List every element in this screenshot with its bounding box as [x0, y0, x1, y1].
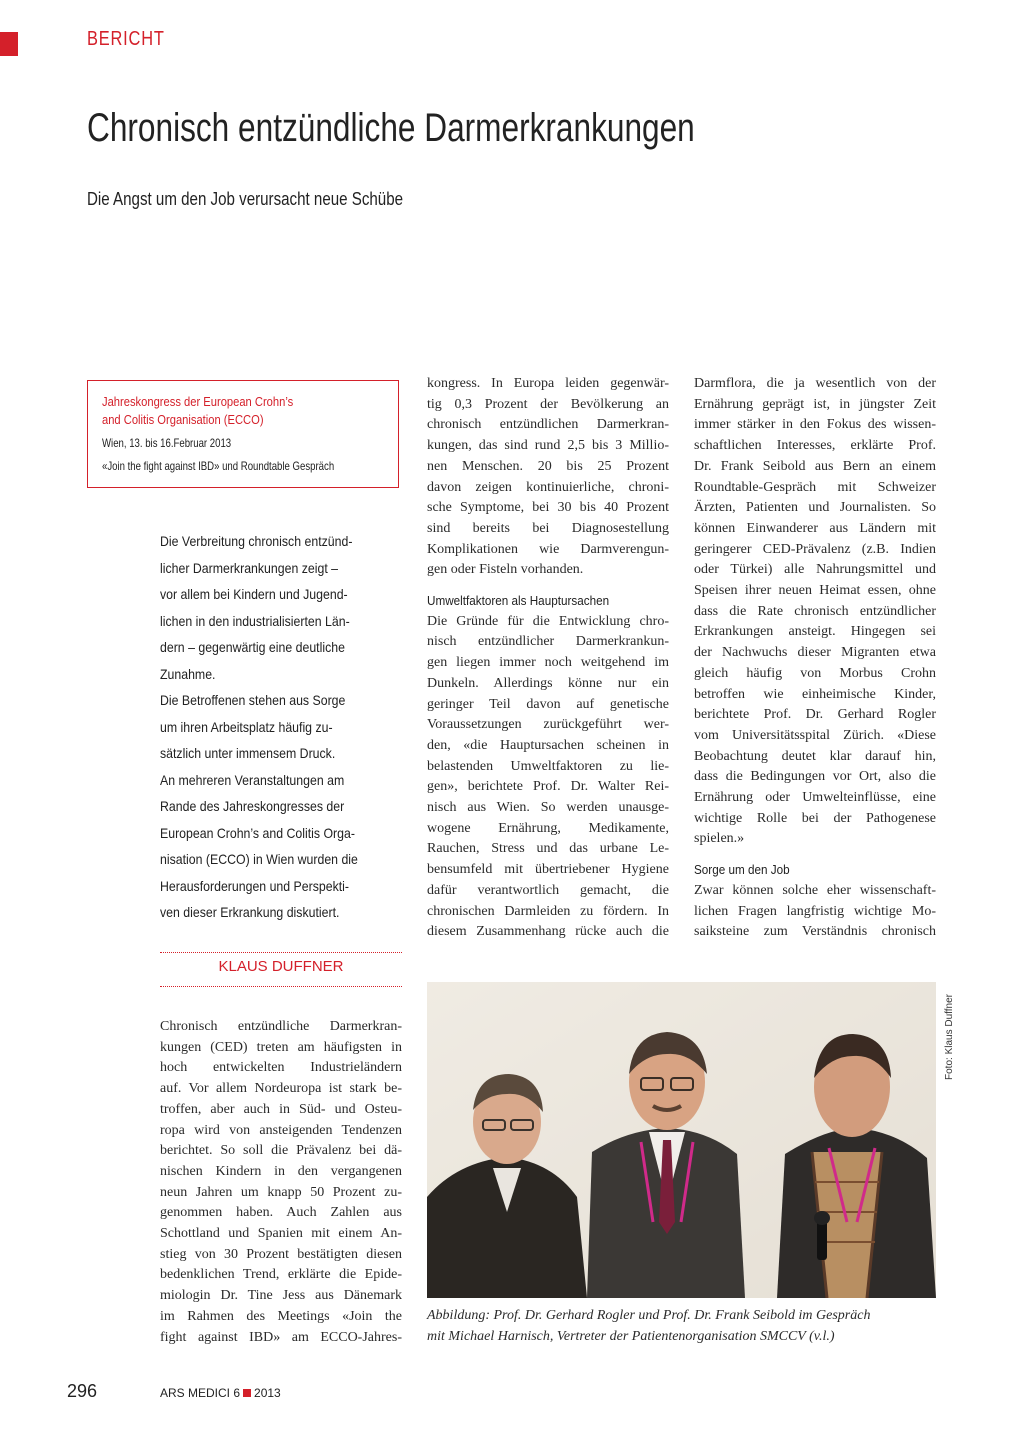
text-line: dern – gegenwärtig eine deutliche	[160, 639, 345, 655]
lead-p1	[160, 528, 402, 687]
section-marker	[0, 32, 18, 56]
text-line: betroffen wie einheimische Kinder,	[694, 686, 936, 702]
text-line: Dunkeln. Allerdings könne nur ein	[427, 675, 669, 691]
text-line: Darmflora, die ja wesentlich von der	[694, 376, 936, 391]
text-line: Speisen ihrer neuen Heimat essen, ohne	[694, 583, 936, 599]
author-byline: KLAUS DUFFNER	[218, 958, 344, 975]
text-line: Voraussetzungen zurückgeführt wer-	[427, 717, 669, 733]
text-line: Beobachtung deutet klar darauf hin,	[694, 748, 936, 764]
article-subtitle: Die Angst um den Job verursacht neue Schübe	[87, 189, 404, 209]
text-line: bedenklichen Trend, erklärte die Epide-	[160, 1267, 402, 1283]
text-line: dass die Bedingungen vor Ort, also die	[694, 769, 936, 785]
text-line: spielen.»	[694, 831, 745, 847]
journal-name: ARS MEDICI 6	[160, 1386, 241, 1400]
text-line: European Crohn’s and Colitis Orga-	[160, 824, 355, 841]
text-line: wogene Ernährung, Medikamente,	[427, 820, 669, 836]
text-line: um ihren Arbeitsplatz häufig zu-	[160, 718, 333, 735]
event-infobox	[87, 380, 399, 488]
text-line: troffen, aber auch in Süd- und Osteu-	[160, 1101, 402, 1117]
text-line: den, «die Hauptursachen scheinen in	[427, 737, 669, 753]
caption-line: mit Michael Harnisch, Vertreter der Patientenorganisation SMCCV (v.l.)	[427, 1329, 835, 1344]
text-line: schaftlichen Interesses, erklärte Prof.	[694, 438, 936, 454]
text-line: lichen in den industrialisierten Län-	[160, 612, 350, 629]
text-line: Rande des Jahreskongresses der	[160, 798, 345, 814]
infobox-date: Wien, 13. bis 16.Februar 2013	[102, 436, 232, 450]
text-line: Zunahme.	[160, 665, 216, 682]
text-line: Schottland und Spanien mit einem An-	[160, 1226, 402, 1242]
text-line: Roundtable-Gespräch mit Schweizer	[694, 479, 936, 495]
text-line: auf. Vor allem Nordeuropa ist stark be-	[160, 1081, 402, 1097]
text-line: sind bereits bei Diagnosestellung	[427, 520, 669, 536]
text-line: Ernährung geprägt ist, in jüngster Zeit	[694, 396, 936, 412]
text-line: chronischen Darmleiden zu fördern. In	[427, 903, 669, 919]
text-line: der Nachwuchs dieser Migranten etwa	[694, 645, 936, 661]
text-line: stieg von 30 Prozent bestätigten diesen	[160, 1246, 402, 1262]
section-label: BERICHT	[87, 28, 165, 50]
text-line: sche Symptome, bei 30 bis 40 Prozent	[427, 500, 669, 516]
text-line: kungen, das sind rund 2,5 bis 3 Millio-	[427, 438, 669, 454]
body-column-3	[694, 374, 936, 943]
text-line: kongress. In Europa leiden gegenwär-	[427, 376, 669, 391]
text-line: Zwar können solche eher wissenschaft-	[694, 882, 936, 898]
text-line: Rauchen, Stress und das urbane Le-	[427, 841, 669, 857]
text-line: belastenden Umweltfaktoren zu lie-	[427, 758, 669, 774]
text-line: können Einwanderer aus Ländern mit	[694, 520, 936, 536]
text-line: im Rahmen des Meetings «Join the	[160, 1308, 402, 1324]
text-line: kungen (CED) treten am häufigsten in	[160, 1039, 402, 1055]
page-number: 296	[67, 1381, 98, 1401]
infobox-title: Jahreskongress der European Crohn’s	[102, 394, 294, 409]
text-line: Herausforderungen und Perspekti-	[160, 877, 350, 894]
text-line: neun Jahren um knapp 50 Prozent zu-	[160, 1184, 402, 1200]
divider	[160, 952, 402, 953]
text-line: sätzlich unter immensem Druck.	[160, 745, 336, 761]
article-title: Chronisch entzündliche Darmerkrankungen	[87, 106, 695, 150]
text-line: berichtete Prof. Dr. Gerhard Rogler	[694, 707, 936, 723]
text-line: nisation (ECCO) in Wien wurden die	[160, 851, 358, 867]
body-column-2	[427, 374, 669, 943]
infobox-title: and Colitis Organisation (ECCO)	[102, 412, 264, 427]
text-line: ropa wird von ansteigenden Tendenzen	[160, 1122, 402, 1138]
text-line: An mehreren Veranstaltungen am	[160, 771, 345, 788]
text-line: geringer Teil davon auf genetische	[427, 696, 669, 712]
text-line: ven dieser Erkrankung diskutiert.	[160, 904, 340, 920]
lead-p2	[160, 687, 402, 926]
text-line: lichen Fragen langfristig wichtige Mo-	[694, 903, 936, 919]
text-line: oder Türkei) alle Nahrungsmittel und	[694, 562, 936, 578]
text-line: fight against IBD» am ECCO-Jahres-	[160, 1329, 402, 1345]
text-line: gen», berichtete Prof. Dr. Walter Rei-	[427, 779, 669, 795]
text-line: chronisch entzündlichen Darmerkran-	[427, 417, 669, 433]
text-line: dafür verantwortlich gemacht, die	[427, 882, 669, 898]
text-line: geringerer CED-Prävalenz (z.B. Indien	[694, 541, 936, 557]
infobox-event: «Join the fight against IBD» und Roundtable Gespräch	[102, 459, 335, 473]
text-line: miologin Dr. Tine Jess aus Dänemark	[160, 1288, 402, 1304]
text-line: berichtet. So soll die Prävalenz bei dä-	[160, 1143, 402, 1159]
text-line: licher Darmerkrankungen zeigt –	[160, 559, 339, 576]
text-line: genommen haben. Auch Zahlen aus	[160, 1205, 402, 1221]
text-line: nischen Kindern in den vergangenen	[160, 1163, 402, 1179]
photo-caption	[427, 1305, 936, 1347]
text-line: Die Verbreitung chronisch entzünd-	[160, 533, 353, 549]
journal-footer	[160, 1386, 281, 1400]
caption-line: Abbildung: Prof. Dr. Gerhard Rogler und Prof. Dr. Frank Seibold im Gespräch	[427, 1308, 871, 1323]
photo-credit: Foto: Klaus Duffner	[944, 994, 955, 1080]
text-line: gleich häufig von Morbus Crohn	[694, 665, 936, 681]
text-line: gen oder Fisteln vorhanden.	[427, 562, 584, 578]
text-line: Dr. Frank Seibold aus Bern an einem	[694, 458, 936, 474]
text-line: nen Menschen. 20 bis 25 Prozent	[427, 458, 669, 474]
text-line: tig 0,3 Prozent der Bevölkerung an	[427, 396, 669, 412]
journal-year: 2013	[254, 1386, 281, 1400]
divider	[160, 986, 402, 987]
text-line: Ernährung oder Umwelteinflüsse, eine	[694, 790, 936, 806]
section-heading: Umweltfaktoren als Hauptursachen	[427, 593, 610, 609]
text-line: gen liegen immer noch weitgehend im	[427, 655, 669, 671]
text-line: Die Gründe für die Entwicklung chro-	[427, 613, 669, 629]
group-photo-illustration	[427, 982, 936, 1298]
text-line: vor allem bei Kindern und Jugend-	[160, 586, 348, 602]
text-line: diesem Zusammenhang rücke auch die	[427, 924, 669, 940]
text-line: hoch entwickelten Industrieländern	[160, 1060, 402, 1076]
text-line: Chronisch entzündliche Darmerkran-	[160, 1019, 402, 1034]
text-line: nisch aus Wien. So werden unausge-	[427, 800, 669, 816]
text-line: vom Universitätsspital Zürich. «Diese	[694, 727, 936, 743]
text-line: Komplikationen wie Darmverengun-	[427, 541, 669, 557]
text-line: dass die Rate chronisch entzündlicher	[694, 603, 936, 619]
text-line: Ärzten, Patienten und Journalisten. So	[694, 500, 936, 516]
text-line: saiksteine zum Verständnis chronisch	[694, 924, 936, 940]
text-line: bensumfeld mit übertriebener Hygiene	[427, 862, 669, 878]
text-line: immer stärker in den Fokus des wissen-	[694, 417, 936, 433]
text-line: Die Betroffenen stehen aus Sorge	[160, 692, 346, 708]
photo	[427, 982, 936, 1298]
text-line: Erkrankungen ansteigt. Hingegen sei	[694, 624, 936, 640]
text-line: wichtige Rolle bei der Pathogenese	[694, 810, 936, 826]
separator-square	[243, 1389, 251, 1397]
text-line: davon zeigen kontinuierliche, chroni-	[427, 479, 669, 495]
lead-paragraph	[160, 528, 402, 926]
body-column-1	[160, 1017, 402, 1348]
section-heading: Sorge um den Job	[694, 862, 790, 878]
text-line: nisch entzündlicher Darmerkrankun-	[427, 634, 669, 650]
